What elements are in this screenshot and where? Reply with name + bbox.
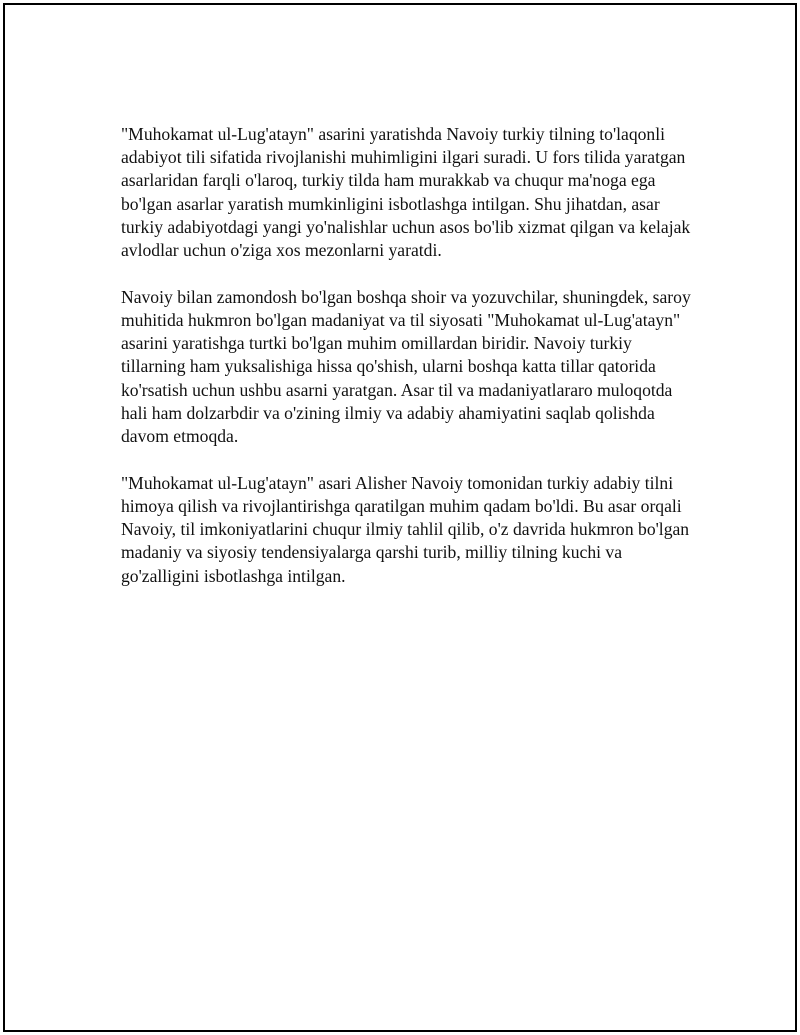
paragraph: Navoiy bilan zamondosh bo'lgan boshqa shoir va yozuvchilar, shuningdek, saroy muhitida hukmron bo'lgan madaniyat va til siyosati "Muhokamat ul-Lug'atayn" asarini yaratishga turtki bo'lgan muhim omillardan biridir. Navoiy turkiy tillarning ham yuksalishiga hissa qo'shish, ularni boshqa katta tillar qatorida ko'rsatish uchun ushbu asarni yaratgan. Asar til va madaniyatlararo muloqotda hali ham dolzarbdir va o'zining ilmiy va adabiy ahamiyatini saqlab qolishda davom etmoqda. (121, 286, 691, 447)
paragraph: "Muhokamat ul-Lug'atayn" asarini yaratishda Navoiy turkiy tilning to'laqonli adabiyot tili sifatida rivojlanishi muhimligini ilgari suradi. U fors tilida yaratgan asarlaridan farqli o'laroq, turkiy tilda ham murakkab va chuqur ma'noga ega bo'lgan asarlar yaratish mumkinligini isbotlashga intilgan. Shu jihatdan, asar turkiy adabiyotdagi yangi yo'nalishlar uchun asos bo'lib xizmat qilgan va kelajak avlodlar uchun o'ziga xos mezonlarni yaratdi. (121, 124, 691, 261)
paragraph: "Muhokamat ul-Lug'atayn" asari Alisher Navoiy tomonidan turkiy adabiy tilni himoya qilish va rivojlantirishga qaratilgan muhim qadam bo'ldi. Bu asar orqali Navoiy, til imkoniyatlarini chuqur ilmiy tahlil qilib, o'z davrida hukmron bo'lgan madaniy va siyosiy tendensiyalarga qarshi turib, milliy tilning kuchi va go'zalligini isbotlashga intilgan. (121, 472, 690, 586)
document-body (121, 123, 693, 611)
document-page (3, 3, 797, 1032)
